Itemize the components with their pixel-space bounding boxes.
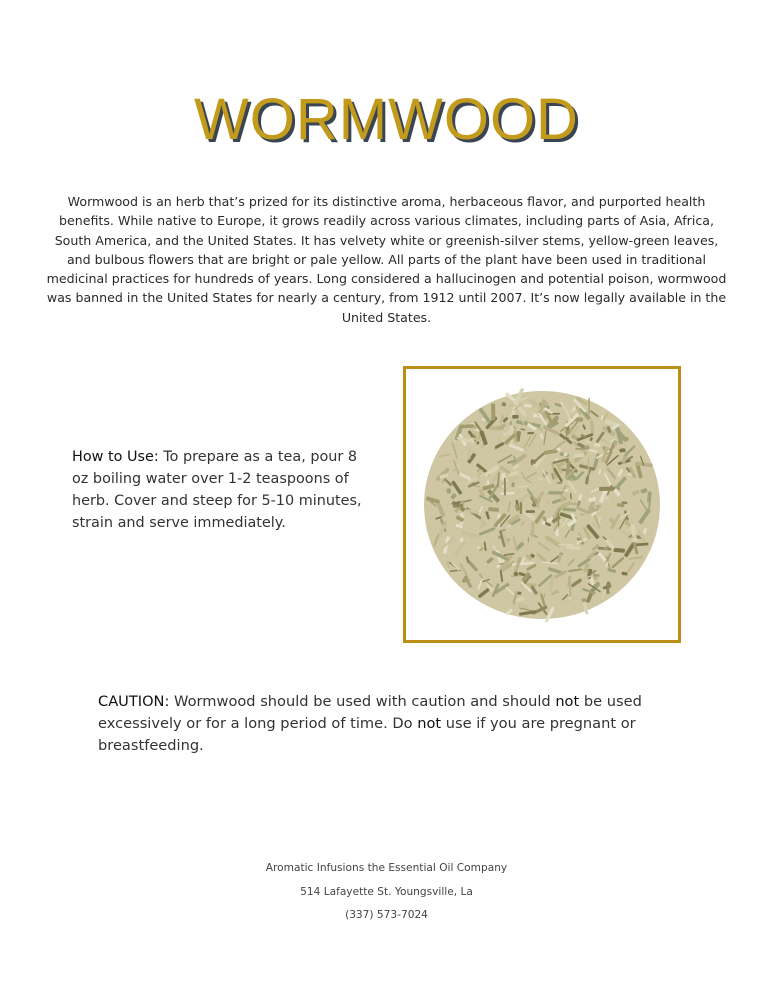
herb-fragment (465, 421, 474, 423)
herb-fragment (526, 510, 535, 513)
herb-fragment (619, 448, 625, 452)
herb-fragment (491, 403, 495, 420)
caution-text-2: be used excessively or for a long period of time. Do (98, 693, 642, 732)
herb-fragment (447, 503, 449, 507)
herb-fragment (528, 537, 529, 542)
footer-address: 514 Lafayette St. Youngsville, La (300, 886, 473, 898)
dried-herb-pile-image (406, 369, 678, 640)
caution-not-2: not (417, 715, 442, 732)
herb-fragment (557, 482, 563, 484)
herb-fragment (558, 544, 574, 546)
herb-image-frame (403, 366, 681, 643)
how-to-use-section (72, 446, 367, 534)
herb-fragment (504, 478, 506, 496)
herb-fragment (588, 398, 589, 414)
herb-fragment (614, 442, 617, 446)
caution-text-1: Wormwood should be used with caution and should (169, 693, 556, 710)
herb-fragment (538, 503, 540, 509)
herb-fragment (594, 443, 600, 446)
caution-text-3: use if you are pregnant or breastfeeding. (98, 715, 636, 754)
herb-fragment (512, 415, 518, 419)
caution-not-1: not (555, 693, 580, 710)
herb-fragment (475, 431, 477, 445)
herb-fragment (468, 447, 471, 459)
how-to-use-text: To prepare as a tea, pour 8 oz boiling water over 1-2 teaspoons of herb. Cover and steep for 5-10 minutes, strain and serve immediately. (72, 449, 362, 531)
herb-fragment (548, 491, 563, 494)
herb-fragment (569, 581, 572, 598)
footer-company: Aromatic Infusions the Essential Oil Company (265, 862, 508, 874)
herb-fragment (606, 581, 610, 588)
herb-fragment (580, 514, 585, 516)
herb-fragment (446, 488, 451, 494)
herb-fragment (459, 424, 473, 428)
herb-fragment (622, 572, 628, 576)
intro-paragraph: Wormwood is an herb that’s prized for its distinctive aroma, herbaceous flavor, and purported health benefits. While native to Europe, it grows readily across various climates, including parts of Asia, Africa, South America, and the United States. It has velvety white or greenish-silver stems, yellow-green leaves, and bulbous flowers that are bright or pale yellow. All parts of the plant have been used in traditional medicinal practices for hundreds of years. Long considered a hallucinogen and potential poison, wormwood was banned in the United States for nearly a century, from 1912 until 2007. It’s now legally available in the United States. (46, 194, 727, 325)
footer-phone: (337) 573-7024 (345, 909, 428, 921)
herb-fragment (527, 432, 534, 434)
page-title: WORMWOOD (194, 87, 579, 152)
herb-fragment (501, 402, 506, 406)
herb-fragment (599, 487, 616, 491)
caution-label: CAUTION: (98, 693, 170, 710)
how-to-use-label: How to Use: (72, 449, 159, 465)
caution-section (98, 691, 658, 757)
herb-fragment (520, 502, 522, 514)
